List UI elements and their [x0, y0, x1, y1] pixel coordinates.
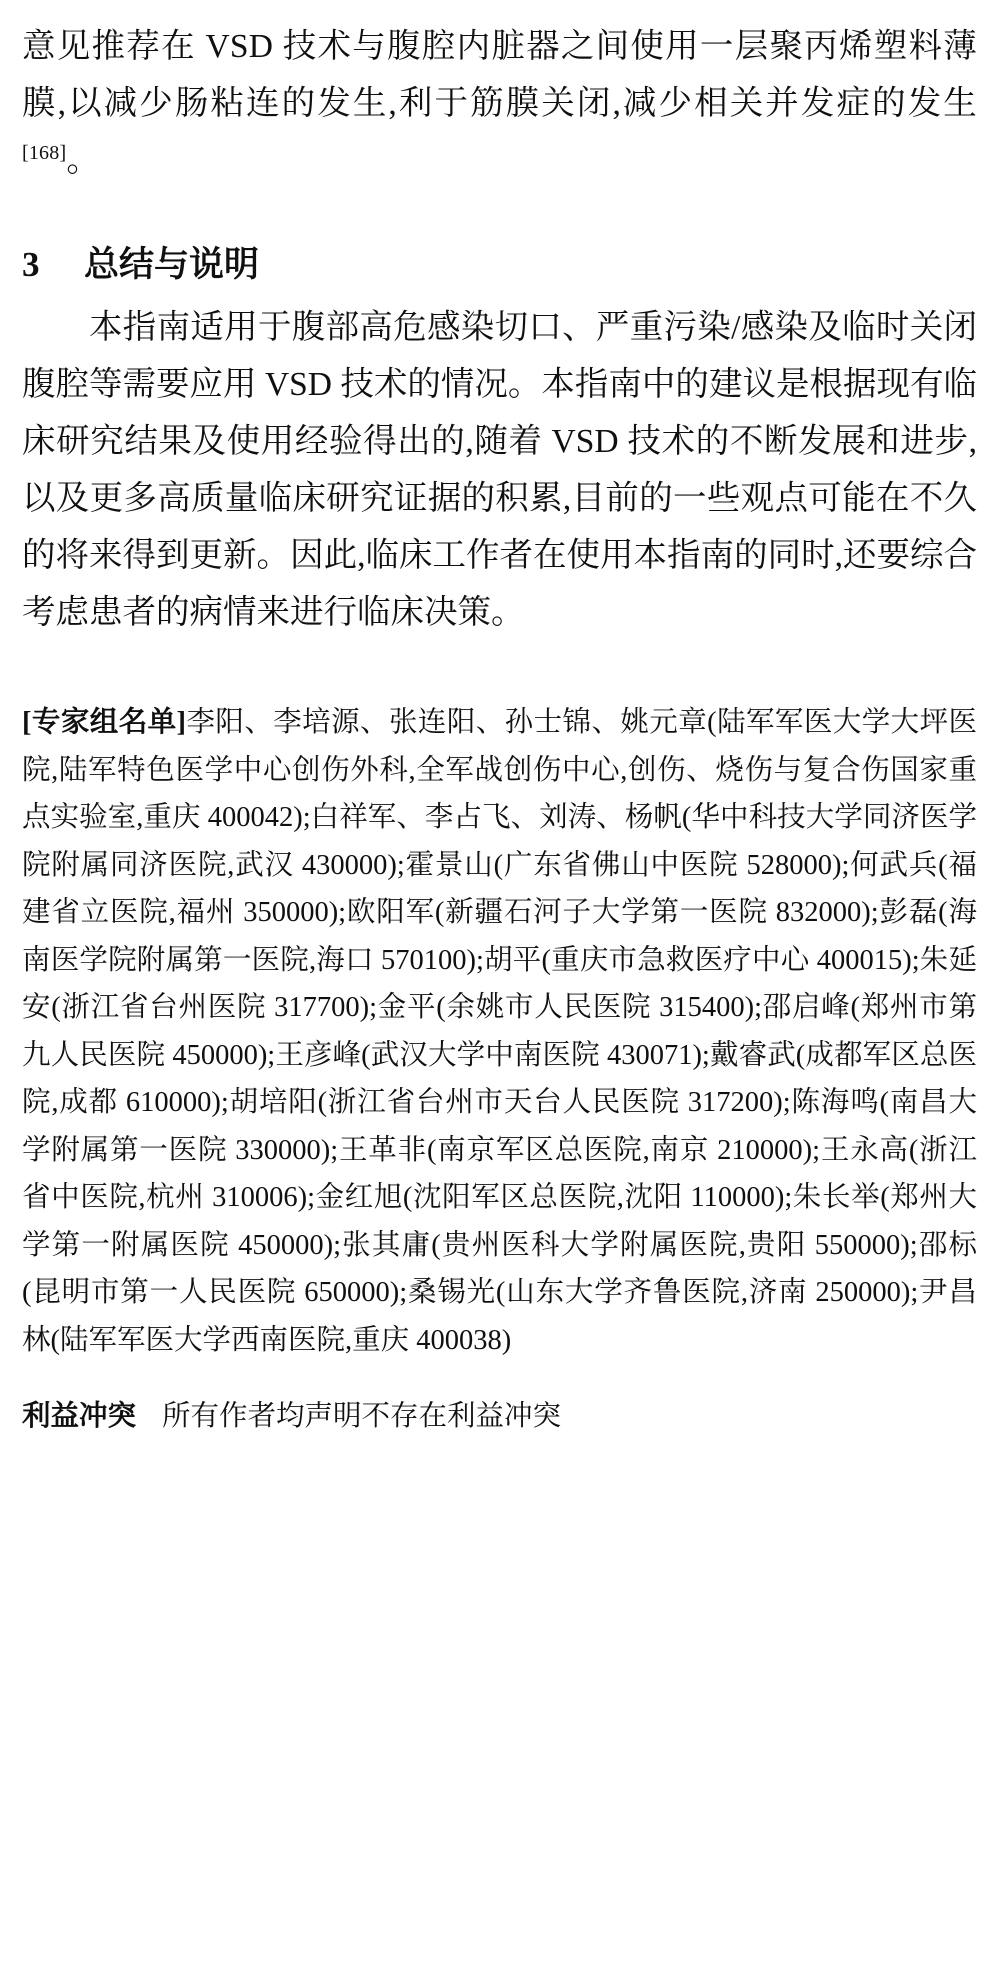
citation-reference-168: [168]	[22, 141, 67, 164]
section-title: 总结与说明	[84, 245, 260, 284]
text-column	[22, 18, 977, 1468]
expert-panel-text: 李阳、李培源、张连阳、孙士锦、姚元章(陆军军医大学大坪医院,陆军特色医学中心创伤外科,全军战创伤中心,创伤、烧伤与复合伤国家重点实验室,重庆 400042);白祥军、李占飞、刘涛、杨帆(华中科技大学同济医学院附属同济医院,武汉 430000);霍景山(广东省佛山中医院 528000);何武兵(福建省立医院,福州 350000);欧阳军(新疆石河子大学第一医院 832000);彭磊(海南医学院附属第一医院,海口 570100);胡平(重庆市急救医疗中心 400015);朱延安(浙江省台州医院 317700);金平(余姚市人民医院 315400);邵启峰(郑州市第九人民医院 450000);王彦峰(武汉大学中南医院 430071);戴睿武(成都军区总医院,成都 610000);胡培阳(浙江省台州市天台人民医院 317200);陈海鸣(南昌大学附属第一医院 330000);王革非(南京军区总医院,南京 210000);王永高(浙江省中医院,杭州 310006);金红旭(沈阳军区总医院,沈阳 110000);朱长举(郑州大学第一附属医院 450000);张其庸(贵州医科大学附属医院,贵阳 550000);邵标(昆明市第一人民医院 650000);桑锡光(山东大学齐鲁医院,济南 250000);尹昌林(陆军军医大学西南医院,重庆 400038)	[22, 707, 977, 1356]
continuation-paragraph	[22, 18, 977, 189]
conflict-of-interest-block	[22, 1393, 977, 1440]
section-paragraph: 本指南适用于腹部高危感染切口、严重污染/感染及临时关闭腹腔等需要应用 VSD 技术的情况。本指南中的建议是根据现有临床研究结果及使用经验得出的,随着 VSD 技术的不断发展和进步,以及更多高质量临床研究证据的积累,目前的一些观点可能在不久的将来得到更新。因此,临床工作者在使用本指南的同时,还要综合考虑患者的病情来进行临床决策。	[22, 309, 977, 631]
expert-panel-block	[22, 699, 977, 1364]
conflict-of-interest-label: 利益冲突	[22, 1400, 137, 1432]
conflict-of-interest-text: 所有作者均声明不存在利益冲突	[162, 1400, 562, 1432]
expert-panel-label: [专家组名单]	[22, 707, 187, 738]
continuation-text-before-reference: 意见推荐在 VSD 技术与腹腔内脏器之间使用一层聚丙烯塑料薄膜,以减少肠粘连的发生,利于筋膜关闭,减少相关并发症的发生	[22, 28, 977, 122]
continuation-text-after-reference: 。	[66, 142, 101, 179]
section-heading	[22, 237, 977, 293]
section-number: 3	[22, 245, 40, 284]
